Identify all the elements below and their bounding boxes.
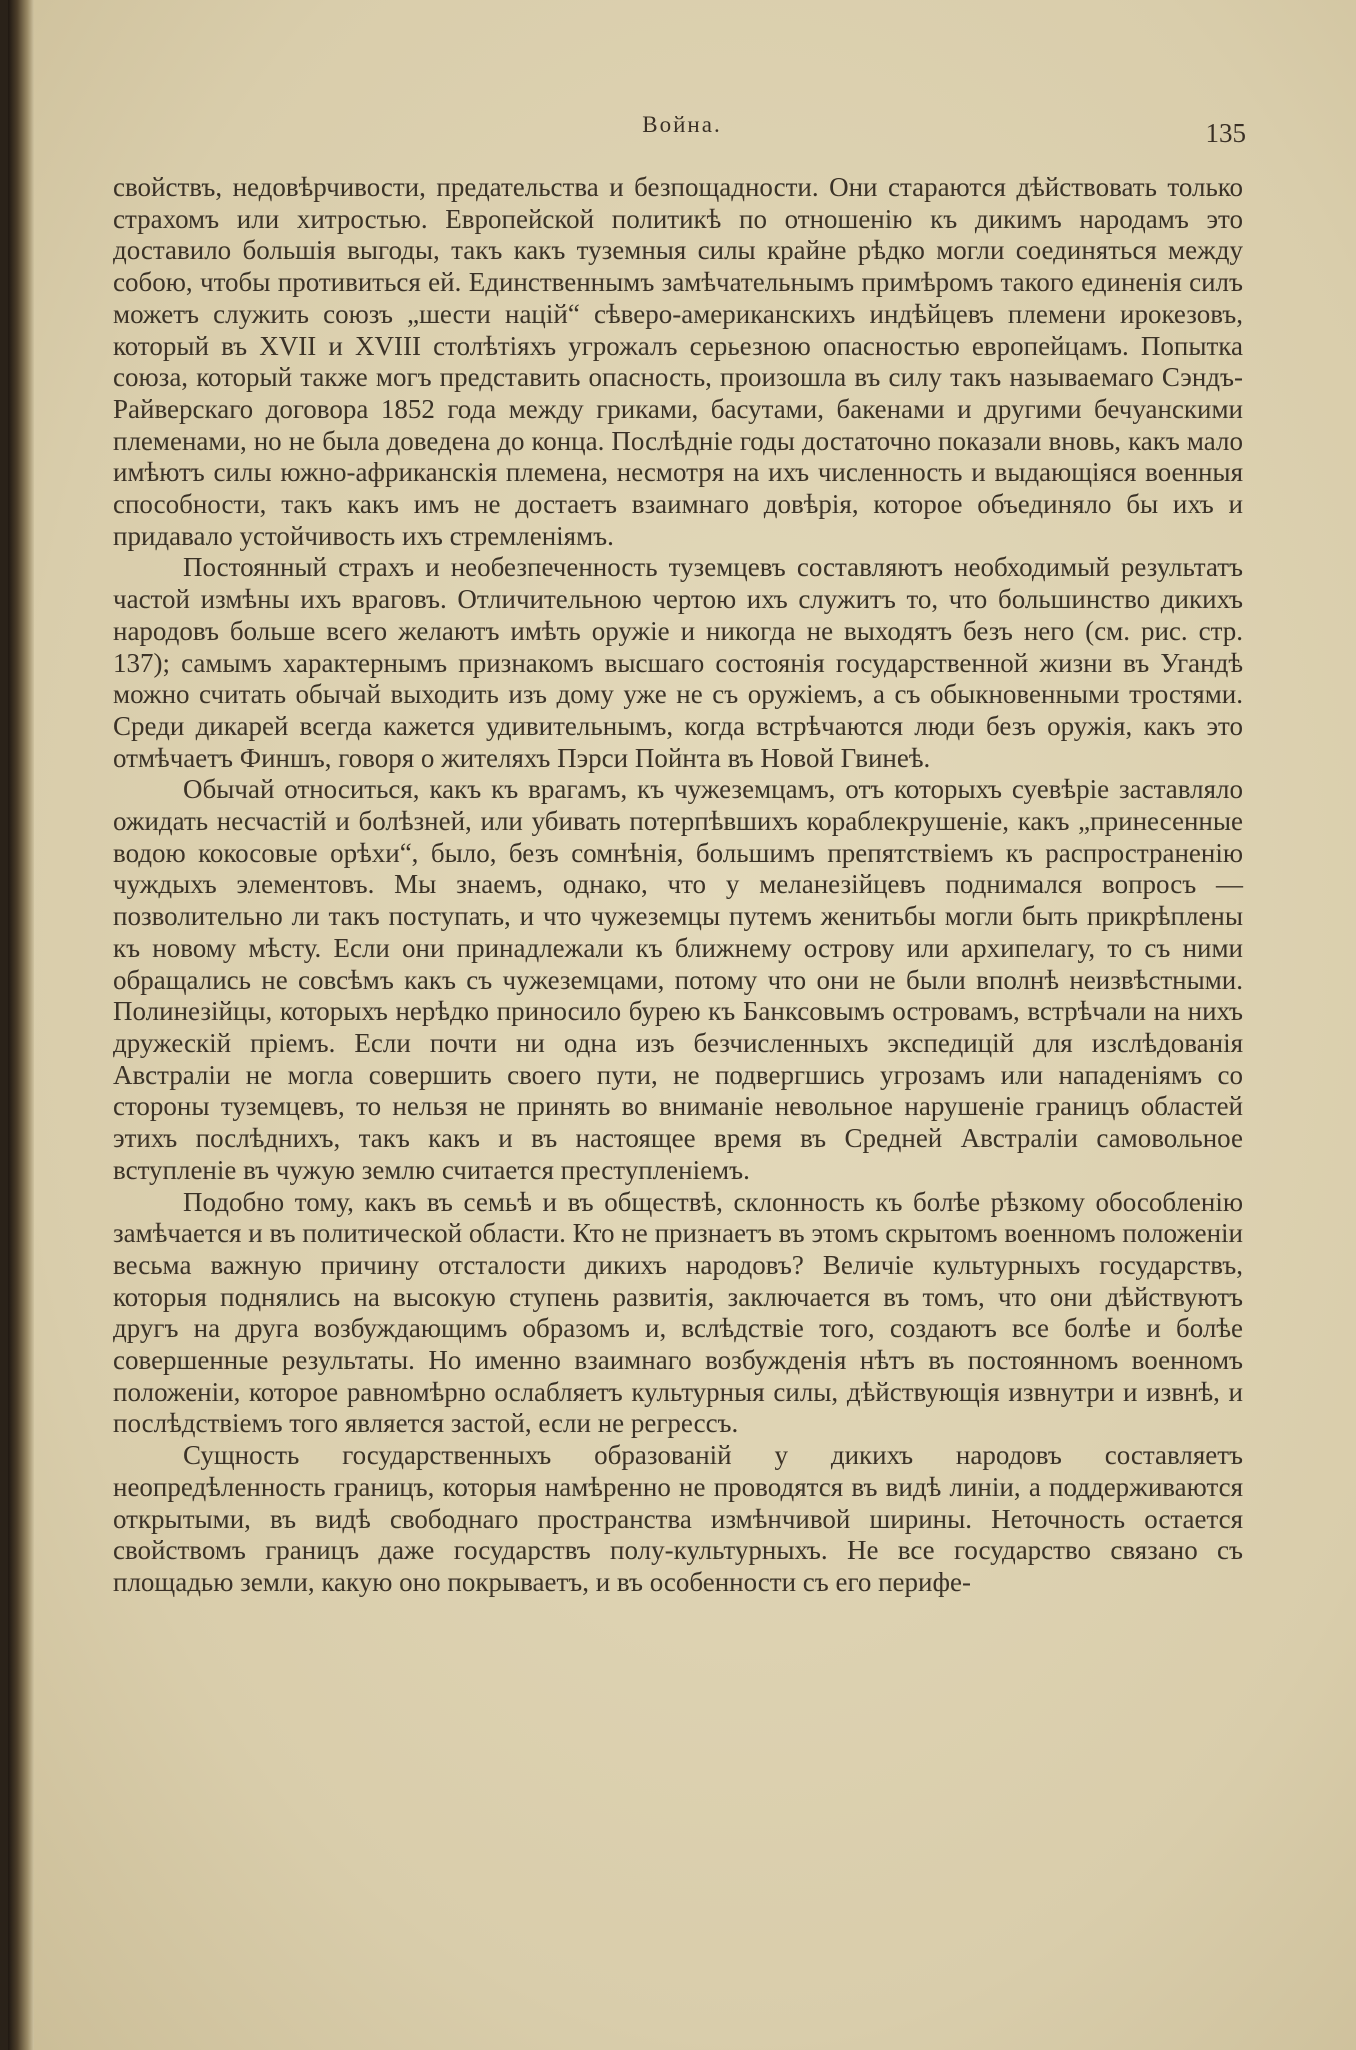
body-text: [113, 172, 1243, 1599]
running-title: Война.: [642, 112, 722, 137]
book-page: [8, 0, 1356, 2050]
book-spine-shadow: [8, 0, 34, 2050]
paragraph: Сущность государственныхъ образованій у дикихъ народовъ составляетъ неопредѣленность границъ, которыя намѣренно не проводятся въ видѣ линіи, а поддерживаются открытыми, въ видѣ свободнаго пространства измѣнчивой ширины. Неточность остается свойствомъ границъ даже государствъ полу-культурныхъ. Не все государство связано съ площадью земли, какую оно покрываетъ, и въ особенности съ его перифе-: [113, 1440, 1243, 1597]
paragraph: Обычай относиться, какъ къ врагамъ, къ чужеземцамъ, отъ которыхъ суевѣріе заставляло ожидать несчастій и болѣзней, или убивать потерпѣвшихъ кораблекрушеніе, какъ „принесенные водою кокосовые орѣхи“, было, безъ сомнѣнія, большимъ препятствіемъ къ распространенію чуждыхъ элементовъ. Мы знаемъ, однако, что у меланезійцевъ поднимался вопросъ — позволительно ли такъ поступать, и что чужеземцы путемъ женитьбы могли быть прикрѣплены къ новому мѣсту. Если они принадлежали къ ближнему острову или архипелагу, то съ ними обращались не совсѣмъ какъ съ чужеземцами, потому что они не были вполнѣ неизвѣстными. Полинезійцы, которыхъ нерѣдко приносило бурею къ Банксовымъ островамъ, встрѣчали на нихъ дружескій пріемъ. Если почти ни одна изъ безчисленныхъ экспедицій для изслѣдованія Австраліи не могла совершить своего пути, не подвергшись угрозамъ или нападеніямъ со стороны туземцевъ, то нельзя не принять во вниманіе невольное нарушеніе границъ областей этихъ послѣднихъ, такъ какъ и въ настоящее время въ Средней Австраліи самовольное вступленіе въ чужую землю считается преступленіемъ.: [113, 774, 1243, 1185]
page-number: 135: [1205, 118, 1246, 148]
paragraph: Подобно тому, какъ въ семьѣ и въ обществѣ, склонность къ болѣе рѣзкому обособленію замѣчается и въ политической области. Кто не признаетъ въ этомъ скрытомъ военномъ положеніи весьма важную причину отсталости дикихъ народовъ? Величіе культурныхъ государствъ, которыя поднялись на высокую ступень развитія, заключается въ томъ, что они дѣйствуютъ другъ на друга возбуждающимъ образомъ и, вслѣдствіе того, создаютъ все болѣе и болѣе совершенные результаты. Но именно взаимнаго возбужденія нѣтъ въ постоянномъ военномъ положеніи, которое равномѣрно ослабляетъ культурныя силы, дѣйствующія извнутри и извнѣ, и послѣдствіемъ того является застой, если не регрессъ.: [113, 1186, 1243, 1439]
paragraph: Постоянный страхъ и необезпеченность туземцевъ составляютъ необходимый результатъ частой измѣны ихъ враговъ. Отличительною чертою ихъ служитъ то, что большинство дикихъ народовъ больше всего желаютъ имѣть оружіе и никогда не выходятъ безъ него (см. рис. стр. 137); самымъ характернымъ признакомъ высшаго состоянія государственной жизни въ Угандѣ можно считать обычай выходить изъ дому уже не съ оружіемъ, а съ обыкновенными тростями. Среди дикарей всегда кажется удивительнымъ, когда встрѣчаются люди безъ оружія, какъ это отмѣчаетъ Финшъ, говоря о жителяхъ Пэрси Пойнта въ Новой Гвинеѣ.: [113, 552, 1243, 773]
paragraph-continued: свойствъ, недовѣрчивости, предательства и безпощадности. Они стараются дѣйствовать только страхомъ или хитростью. Европейской политикѣ по отношенію къ дикимъ народамъ это доставило большія выгоды, такъ какъ туземныя силы крайне рѣдко могли соединяться между собою, чтобы противиться ей. Единственнымъ замѣчательнымъ примѣромъ такого единенія силъ можетъ служить союзъ „шести націй“ сѣверо-американскихъ индѣйцевъ племени ирокезовъ, который въ XVII и XVIII столѣтіяхъ угрожалъ серьезною опасностью европейцамъ. Попытка союза, который также могъ представить опасность, произошла въ силу такъ называемаго Сэндъ-Райверскаго договора 1852 года между гриками, басутами, бакенами и другими бечуанскими племенами, но не была доведена до конца. Послѣдніе годы достаточно показали вновь, какъ мало имѣютъ силы южно-африканскія племена, несмотря на ихъ численность и выдающіяся военныя способности, такъ какъ имъ не достаетъ взаимнаго довѣрія, которое объединяло бы ихъ и придавало устойчивость ихъ стремленіямъ.: [113, 172, 1243, 551]
